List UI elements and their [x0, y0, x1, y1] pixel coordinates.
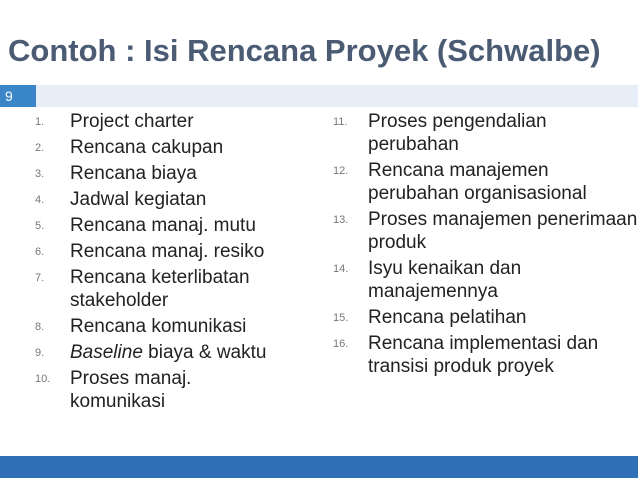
item-number: 15. — [333, 312, 349, 324]
item-number: 10. — [35, 373, 51, 385]
item-text: Proses pengendalian perubahan — [368, 111, 547, 155]
list-item — [300, 306, 638, 329]
list-item — [0, 240, 290, 263]
item-number: 1. — [35, 116, 45, 128]
item-text: Rencana manajemen perubahan organisasional — [368, 160, 587, 204]
item-text: Rencana komunikasi — [70, 316, 247, 337]
item-number: 5. — [35, 220, 45, 232]
list-item — [300, 110, 638, 156]
item-text: Rencana pelatihan — [368, 307, 527, 328]
item-number: 4. — [35, 194, 45, 206]
list-item — [0, 315, 290, 338]
item-text: Rencana keterlibatan stakeholder — [70, 267, 250, 311]
list-item — [0, 341, 290, 364]
item-number: 13. — [333, 214, 349, 226]
item-text: Jadwal kegiatan — [70, 189, 207, 210]
item-text: Isyu kenaikan dan manajemennya — [368, 258, 522, 302]
item-text: Rencana cakupan — [70, 137, 224, 158]
item-text: Rencana manaj. resiko — [70, 241, 265, 262]
right-item-list — [300, 110, 638, 381]
list-item — [300, 208, 638, 254]
slide-title: Contoh : Isi Rencana Proyek (Schwalbe) — [8, 33, 601, 68]
item-number: 11. — [333, 116, 348, 128]
item-text: Project charter — [70, 111, 194, 132]
footer-bar — [0, 456, 638, 478]
left-item-list — [0, 110, 290, 416]
item-text: Proses manajemen penerimaan produk — [368, 209, 638, 253]
list-item — [300, 332, 638, 378]
list-item — [0, 214, 290, 237]
item-emphasis: Baseline — [70, 342, 143, 363]
item-number: 7. — [35, 272, 45, 284]
list-item — [0, 162, 290, 185]
list-item — [0, 136, 290, 159]
list-item — [300, 257, 638, 303]
item-number: 12. — [333, 165, 349, 177]
item-text: Rencana biaya — [70, 163, 197, 184]
item-number: 16. — [333, 338, 349, 350]
list-item — [0, 266, 290, 312]
list-item — [0, 110, 290, 133]
item-text: Proses manaj. komunikasi — [70, 368, 192, 412]
item-number: 3. — [35, 168, 45, 180]
list-item — [0, 367, 290, 413]
slide-number-badge: 9 — [0, 85, 36, 107]
item-text: Rencana manaj. mutu — [70, 215, 256, 236]
item-text: Rencana implementasi dan transisi produk proyek — [368, 333, 599, 377]
list-item — [0, 188, 290, 211]
header-stripe — [36, 85, 638, 107]
list-item — [300, 159, 638, 205]
item-number: 14. — [333, 263, 349, 275]
item-number: 2. — [35, 142, 45, 154]
item-number: 6. — [35, 246, 45, 258]
item-number: 8. — [35, 321, 45, 333]
item-text: biaya & waktu — [142, 342, 267, 363]
item-number: 9. — [35, 347, 45, 359]
